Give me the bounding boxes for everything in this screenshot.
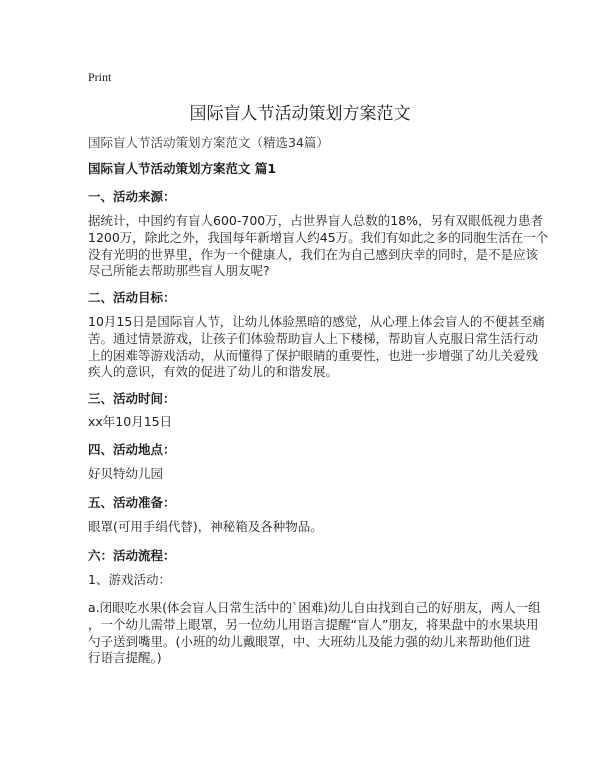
section-heading: 二、活动目标： [88,290,176,305]
article-heading: 国际盲人节活动策划方案范文 篇1 [88,161,277,176]
page-title: 国际盲人节活动策划方案范文 [189,104,411,124]
section-paragraph [88,314,545,381]
section-paragraph [88,213,548,280]
activity-a-paragraph [88,600,541,667]
section-paragraph [88,414,172,431]
text-line: 行语言提醒。) [88,650,162,666]
section-heading: 四、活动地点： [88,442,176,457]
subtitle: 国际盲人节活动策划方案范文（精选34篇） [88,135,329,150]
text-line: 疾人的意识，有效的促进了幼儿的和谐发展。 [88,364,339,380]
text-line: 上的困难等游戏活动，从而懂得了保护眼睛的重要性，也进一步增强了幼儿关爱残 [88,347,539,363]
text-line: ，一个幼儿需带上眼罩，另一位幼儿用语言提醒“盲人”朋友，将果盘中的水果块用 [88,616,539,632]
print-label[interactable]: Print [88,70,112,84]
text-line: 尽己所能去帮助那些盲人朋友呢? [88,263,270,279]
section-paragraph [88,466,163,483]
text-line: 好贝特幼儿园 [88,466,164,481]
section-heading: 三、活动时间： [88,391,176,406]
section-heading: 六：活动流程： [88,548,176,563]
text-line: 勺子送到嘴里。(小班的幼儿戴眼罩，中、大班幼儿及能力强的幼儿来帮助他们进 [88,633,531,649]
section-paragraph [88,572,171,589]
text-line: 1200万，除此之外，我国每年新增盲人约45万。我们有如此之多的同胞生活在一个 [88,229,549,245]
section-heading: 一、活动来源： [88,189,176,204]
text-line: 据统计，中国约有盲人600-700万，占世界盲人总数的18%，另有双眼低视力患者 [88,213,544,228]
text-line: 10月15日是国际盲人节，让幼儿体验黑暗的感觉，从心理上体会盲人的不便甚至痛 [88,314,545,329]
text-line: 1、游戏活动： [88,572,171,587]
text-line: 没有光明的世界里，作为一个健康人，我们在为自己感到庆幸的同时，是不是应该 [88,246,539,262]
section-paragraph [88,519,323,536]
text-line: 苦。通过情景游戏，让孩子们体验帮助盲人上下楼梯，帮助盲人克服日常生活行动 [88,330,539,346]
section-heading: 五、活动准备： [88,495,176,510]
text-line: xx年10月15日 [88,414,173,429]
text-line: 眼罩(可用手绢代替)，神秘箱及各种物品。 [88,519,323,534]
text-line: a.闭眼吃水果(体会盲人日常生活中的`困难)幼儿自由找到自己的好朋友，两人一组 [88,600,541,615]
